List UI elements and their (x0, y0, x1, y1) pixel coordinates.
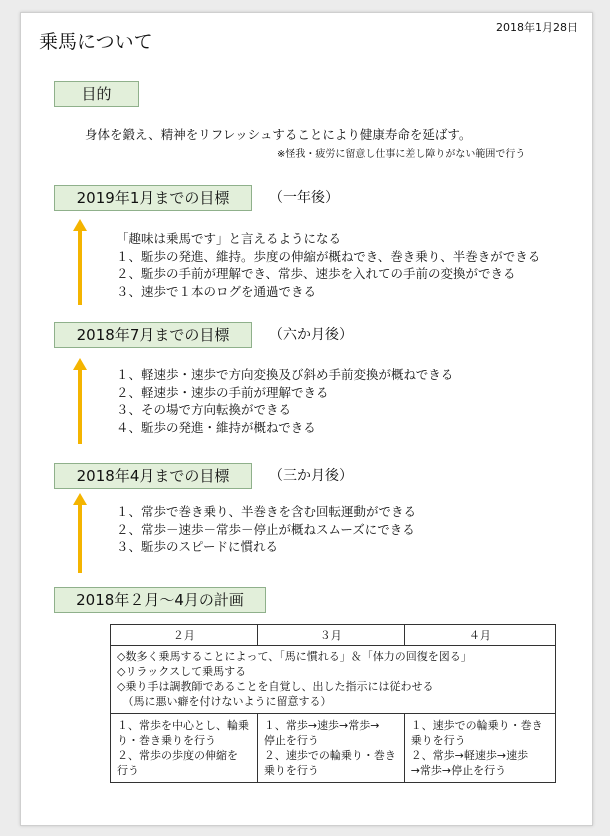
goal1-item: 「趣味は乗馬です」と言えるようになる (116, 231, 342, 246)
plan-common-item: ◇乗り手は調教師であることを自覚し、出した指示には従わせる (117, 680, 434, 693)
plan-header-row (111, 625, 556, 646)
plan-feb-line: り・巻き乗りを行う (117, 734, 216, 747)
plan-common-row (111, 646, 556, 714)
plan-apr-line: →常歩→停止を行う (410, 764, 507, 777)
goal1-item: ３、速歩で１本のログを通過できる (116, 283, 317, 299)
goal2-item: ３、その場で方向転換ができる (116, 402, 292, 417)
plan-heading: 2018年２月～4月の計画 (54, 587, 266, 613)
goal3-list (116, 503, 416, 556)
plan-mar-line: 乗りを行う (263, 764, 319, 777)
goal2-list (116, 366, 453, 436)
up-arrow-icon (73, 219, 87, 305)
month-header: ３月 (257, 625, 404, 646)
plan-feb-line: ２、常歩の歩度の伸縮を (117, 749, 238, 762)
purpose-note: ※怪我・疲労に留意し仕事に差し障りがない範囲で行う (277, 149, 526, 160)
document-date: 2018年1月28日 (496, 21, 578, 34)
plan-common-item: ◇数多く乗馬することによって、「馬に慣れる」＆「体力の回復を図る」 (117, 650, 472, 663)
goal2-item: ４、駈歩の発進・維持が概ねできる (116, 419, 316, 435)
plan-apr-line: ２、常歩→軽速歩→速歩 (410, 749, 529, 762)
plan-apr-line: 乗りを行う (410, 734, 466, 747)
goal1-subtitle: （一年後） (269, 190, 339, 206)
plan-feb-line: １、常歩を中心とし、輪乗 (117, 719, 249, 732)
purpose-text: 身体を鍛え、精神をリフレッシュすることにより健康寿命を延ばす。 (85, 127, 472, 142)
goal2-item: １、軽速歩・速歩で方向変換及び斜め手前変換が概ねできる (116, 367, 454, 382)
plan-common-cell (111, 646, 556, 714)
goal1-list (116, 230, 540, 300)
plan-mar-line: １、常歩→速歩→常歩→ (263, 719, 380, 732)
plan-feb-line: 行う (117, 764, 139, 777)
plan-apr-cell (404, 714, 555, 783)
up-arrow-icon (73, 358, 87, 444)
purpose-heading: 目的 (54, 81, 139, 107)
up-arrow-icon (73, 493, 87, 573)
month-header: ４月 (404, 625, 555, 646)
plan-mar-line: 停止を行う (263, 734, 319, 747)
month-header: ２月 (111, 625, 258, 646)
plan-common-item: （馬に悪い癖を付けないように留意する） (117, 695, 332, 708)
goal1-item: １、駈歩の発進、維持。歩度の伸縮が概ねでき、巻き乗り、半巻きができる (116, 248, 541, 264)
document-page (20, 12, 593, 826)
goal1-heading: 2019年1月までの目標 (54, 185, 252, 211)
goal3-heading: 2018年4月までの目標 (54, 463, 252, 489)
goal1-item: ２、駈歩の手前が理解でき、常歩、速歩を入れての手前の変換ができる (116, 266, 516, 281)
plan-common-item: ◇リラックスして乗馬する (117, 665, 247, 678)
goal2-heading: 2018年7月までの目標 (54, 322, 252, 348)
goal3-item: ２、常歩－速歩－常歩－停止が概ねスムーズにできる (116, 521, 415, 537)
plan-month-row (111, 714, 556, 783)
document-title: 乗馬について (39, 31, 153, 53)
plan-feb-cell (111, 714, 258, 783)
plan-mar-cell (257, 714, 404, 783)
plan-mar-line: ２、速歩での輪乗り・巻き (263, 749, 396, 762)
goal3-item: １、常歩で巻き乗り、半巻きを含む回転運動ができる (116, 504, 417, 519)
goal2-item: ２、軽速歩・速歩の手前が理解できる (116, 384, 329, 400)
goal3-subtitle: （三か月後） (269, 468, 353, 484)
goal3-item: ３、駈歩のスピードに慣れる (116, 539, 279, 554)
goal2-subtitle: （六か月後） (269, 327, 353, 343)
plan-table (110, 624, 556, 783)
plan-apr-line: １、速歩での輪乗り・巻き (410, 719, 543, 732)
